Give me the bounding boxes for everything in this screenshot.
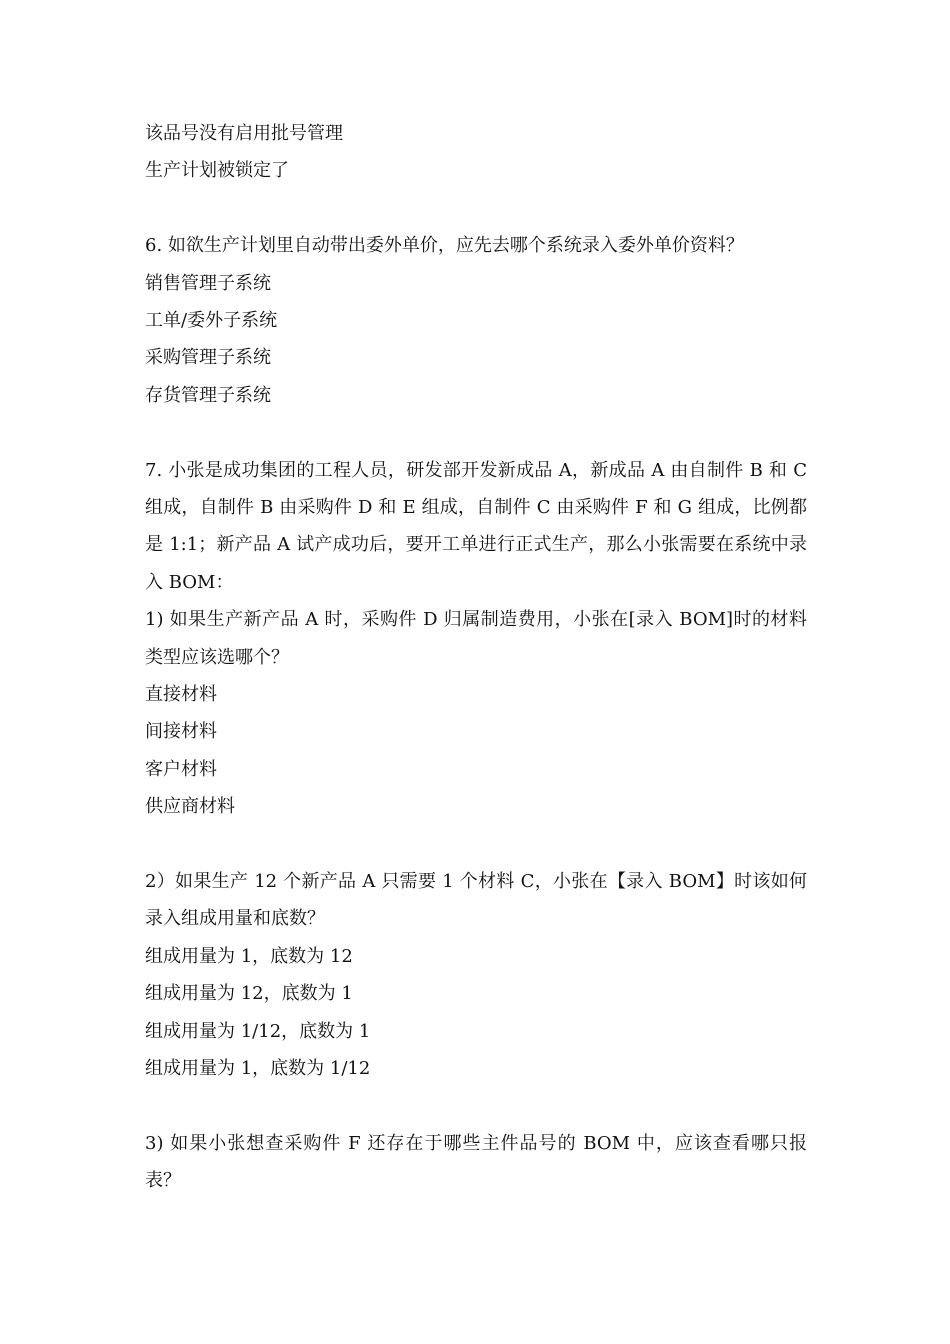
option-text: 工单/委外子系统 — [145, 309, 278, 331]
option-text: 供应商材料 — [145, 796, 235, 818]
option-text: 客户材料 — [145, 758, 217, 780]
option-text: 存货管理子系统 — [145, 384, 271, 406]
option-text: 组成用量为 12，底数为 1 — [145, 983, 353, 1005]
question-7-1: 1) 如果生产新产品 A 时，采购件 D 归属制造费用，小张在[录入 BOM]时的材料类型应该选哪个？ — [145, 609, 807, 668]
question-7-intro: 7. 小张是成功集团的工程人员，研发部开发新成品 A，新成品 A 由自制件 B 和 C 组成，自制件 B 由采购件 D 和 E 组成，自制件 C 由采购件 F 和 G 组成，比例都是 1:1；新产品 A 试产成功后，要开工单进行正式生产，那么小张需要在系统中录入 BOM： — [145, 459, 807, 593]
option-text: 组成用量为 1，底数为 12 — [145, 945, 353, 967]
question-7-2: 2）如果生产 12 个新产品 A 只需要 1 个材料 C，小张在【录入 BOM】时该如何录入组成用量和底数？ — [145, 870, 807, 930]
spacer — [145, 414, 807, 451]
question-7-3: 3) 如果小张想查采购件 F 还存在于哪些主件品号的 BOM 中，应该查看哪只报表？ — [145, 1132, 807, 1192]
spacer — [145, 1087, 807, 1124]
option-text: 直接材料 — [145, 683, 217, 705]
option-text: 生产计划被锁定了 — [145, 160, 289, 182]
document-page — [145, 115, 807, 1199]
option-text: 销售管理子系统 — [145, 272, 271, 294]
option-text: 组成用量为 1/12，底数为 1 — [145, 1020, 371, 1042]
option-text: 间接材料 — [145, 721, 217, 743]
option-text: 采购管理子系统 — [145, 347, 271, 369]
spacer — [145, 190, 807, 227]
option-text: 组成用量为 1，底数为 1/12 — [145, 1057, 371, 1079]
spacer — [145, 826, 807, 863]
option-text: 该品号没有启用批号管理 — [145, 123, 343, 144]
question-6: 6. 如欲生产计划里自动带出委外单价，应先去哪个系统录入委外单价资料？ — [145, 235, 744, 257]
